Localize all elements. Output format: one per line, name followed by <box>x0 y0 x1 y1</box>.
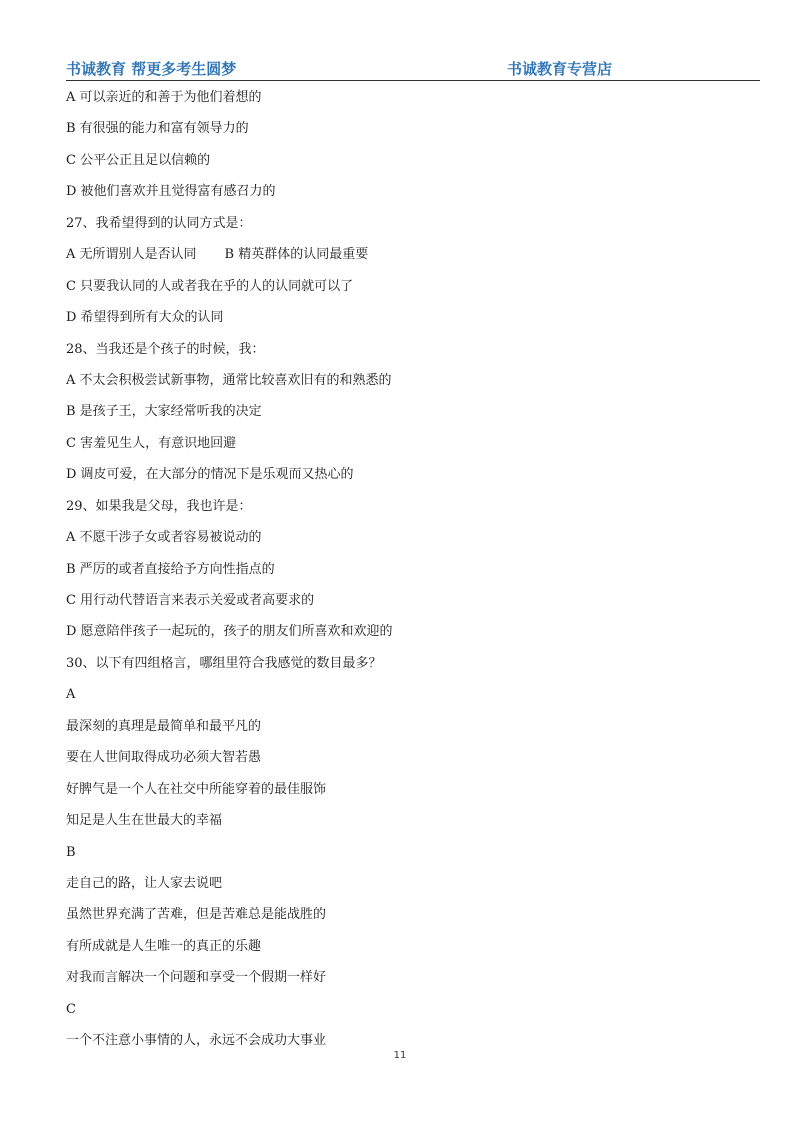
option-line-pair <box>66 243 756 274</box>
option-line: B 严厉的或者直接给予方向性指点的 <box>66 561 275 577</box>
option-line: A 可以亲近的和善于为他们着想的 <box>66 90 262 105</box>
option-line: A 无所谓别人是否认同 <box>66 247 197 263</box>
maxim-line: 一个不注意小事情的人，永远不会成功大事业 <box>66 1033 327 1049</box>
maxim-line: 知足是人生在世最大的幸福 <box>66 813 223 829</box>
maxim-line: 对我而言解决一个问题和享受一个假期一样好 <box>66 970 327 986</box>
option-line: B 精英群体的认同最重要 <box>224 247 369 263</box>
maxim-line: 走自己的路，让人家去说吧 <box>66 875 223 891</box>
question-line: 27、我希望得到的认同方式是： <box>66 215 252 231</box>
option-line: D 愿意陪伴孩子一起玩的，孩子的朋友们所喜欢和欢迎的 <box>66 624 393 640</box>
option-line: A 不太会积极尝试新事物，通常比较喜欢旧有的和熟悉的 <box>66 372 392 388</box>
maxim-line: 好脾气是一个人在社交中所能穿着的最佳服饰 <box>66 781 327 797</box>
maxim-line: 虽然世界充满了苦难，但是苦难总是能战胜的 <box>66 907 327 923</box>
group-label: A <box>66 687 76 703</box>
header-store-name: 书诚教育专营店 <box>506 60 612 78</box>
option-line: D 调皮可爱，在大部分的情况下是乐观而又热心的 <box>66 467 354 483</box>
question-line: 28、当我还是个孩子的时候，我： <box>66 341 265 357</box>
option-line: C 用行动代替语言来表示关爱或者高要求的 <box>66 593 315 608</box>
option-line: A 不愿干涉子女或者容易被说动的 <box>66 530 262 546</box>
maxim-line: 要在人世间取得成功必须大智若愚 <box>66 750 262 766</box>
option-line: B 是孩子王，大家经常听我的决定 <box>66 404 262 420</box>
option-line: C 害羞见生人，有意识地回避 <box>66 435 237 451</box>
group-label: B <box>66 844 76 860</box>
maxim-line: 最深刻的真理是最简单和最平凡的 <box>66 718 262 734</box>
maxim-line: 有所成就是人生唯一的真正的乐趣 <box>66 938 262 954</box>
header-slogan: 书诚教育 帮更多考生圆梦 <box>66 60 237 78</box>
option-line: C 只要我认同的人或者我在乎的人的认同就可以了 <box>66 278 354 294</box>
question-line: 30、以下有四组格言，哪组里符合我感觉的数目最多？ <box>66 655 382 671</box>
page-number: 11 <box>393 1050 407 1061</box>
option-line: D 被他们喜欢并且觉得富有感召力的 <box>66 184 276 200</box>
page-header <box>66 56 760 81</box>
page-body <box>66 86 756 1061</box>
option-line: B 有很强的能力和富有领导力的 <box>66 121 249 137</box>
question-line: 29、如果我是父母，我也许是： <box>66 498 252 514</box>
option-line: C 公平公正且足以信赖的 <box>66 152 211 168</box>
option-line: D 希望得到所有大众的认同 <box>66 310 224 326</box>
group-label: C <box>66 1001 76 1017</box>
